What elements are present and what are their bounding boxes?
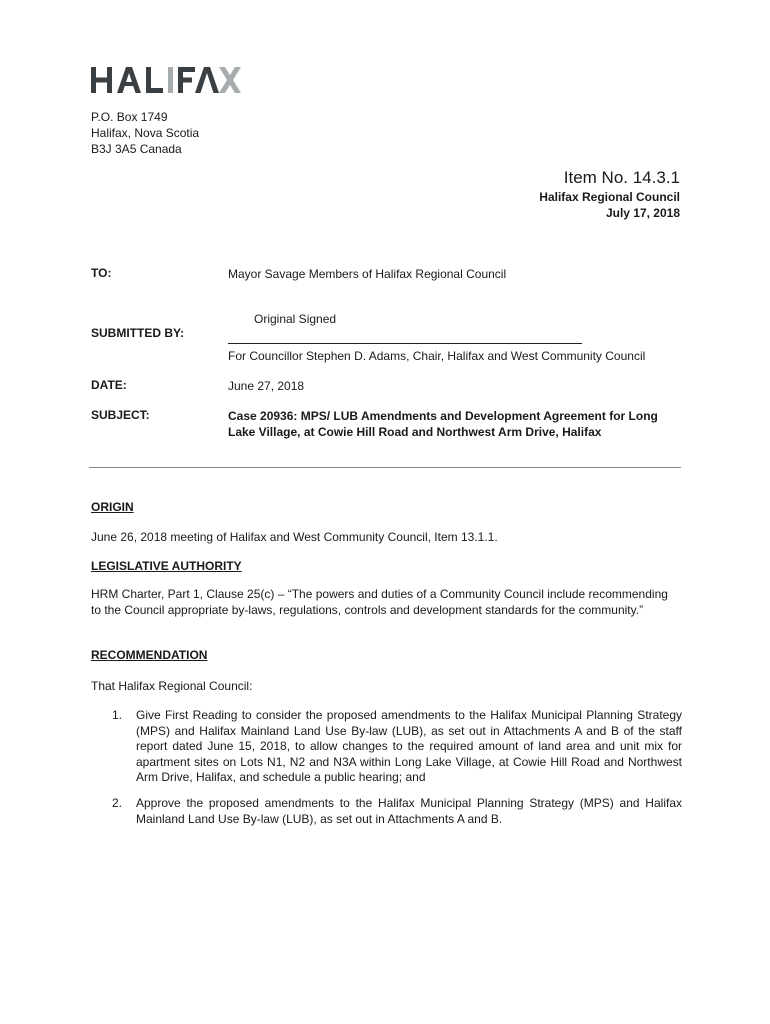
subject-line: Case 20936: MPS/ LUB Amendments and Development Agreement for Long <box>228 409 658 423</box>
address-line: P.O. Box 1749 <box>91 110 168 124</box>
address-line: B3J 3A5 Canada <box>91 142 182 156</box>
origin-heading: ORIGIN <box>91 500 134 514</box>
recommendation-heading: RECOMMENDATION <box>91 648 208 662</box>
to-label: TO: <box>91 266 112 280</box>
origin-text: June 26, 2018 meeting of Halifax and West Community Council, Item 13.1.1. <box>91 530 498 544</box>
legislative-heading: LEGISLATIVE AUTHORITY <box>91 559 242 573</box>
section-divider <box>89 467 681 468</box>
list-item <box>112 708 682 786</box>
item-number: Item No. 14.3.1 <box>563 168 680 187</box>
list-number: 1. <box>112 708 123 722</box>
address-line: Halifax, Nova Scotia <box>91 126 200 140</box>
signature-line <box>228 343 582 344</box>
subject-line: Lake Village, at Cowie Hill Road and Northwest Arm Drive, Halifax <box>228 425 602 439</box>
subject-label: SUBJECT: <box>91 408 150 422</box>
mailing-address <box>91 109 199 157</box>
list-number: 2. <box>112 796 123 810</box>
submitted-by-value: For Councillor Stephen D. Adams, Chair, Halifax and West Community Council <box>228 349 646 363</box>
halifax-logo <box>91 67 241 93</box>
list-text: Approve the proposed amendments to the Halifax Municipal Planning Strategy (MPS) and Halifax Mainland Land Use By-law (LUB), as set out in Attachments A and B. <box>136 796 682 826</box>
meeting-date: July 17, 2018 <box>605 206 680 220</box>
list-item <box>112 796 682 827</box>
council-name: Halifax Regional Council <box>539 190 680 204</box>
signed-note: Original Signed <box>254 312 337 326</box>
date-label: DATE: <box>91 378 127 392</box>
date-value: June 27, 2018 <box>228 379 305 393</box>
list-text: Give First Reading to consider the proposed amendments to the Halifax Municipal Planning Strategy (MPS) and Halifax Mainland Land Use By-law (LUB), as set out in Attachments A and B of the staff report dated June 15, 2018, to allow changes to the required amount of land area and unit mix for apartment sites on Lots N1, N2 and N3A within Long Lake Village, at Cowie Hill Road and Northwest Arm Drive, Halifax, and schedule a public hearing; and <box>136 708 682 784</box>
item-header <box>539 167 680 221</box>
recommendation-intro: That Halifax Regional Council: <box>91 679 253 693</box>
legislative-text: HRM Charter, Part 1, Clause 25(c) – “The powers and duties of a Community Council include recommending to the Council appropriate by-laws, regulations, controls and development standards for the community.” <box>91 587 668 617</box>
submitted-by-label: SUBMITTED BY: <box>91 326 185 340</box>
to-value: Mayor Savage Members of Halifax Regional Council <box>228 267 507 281</box>
